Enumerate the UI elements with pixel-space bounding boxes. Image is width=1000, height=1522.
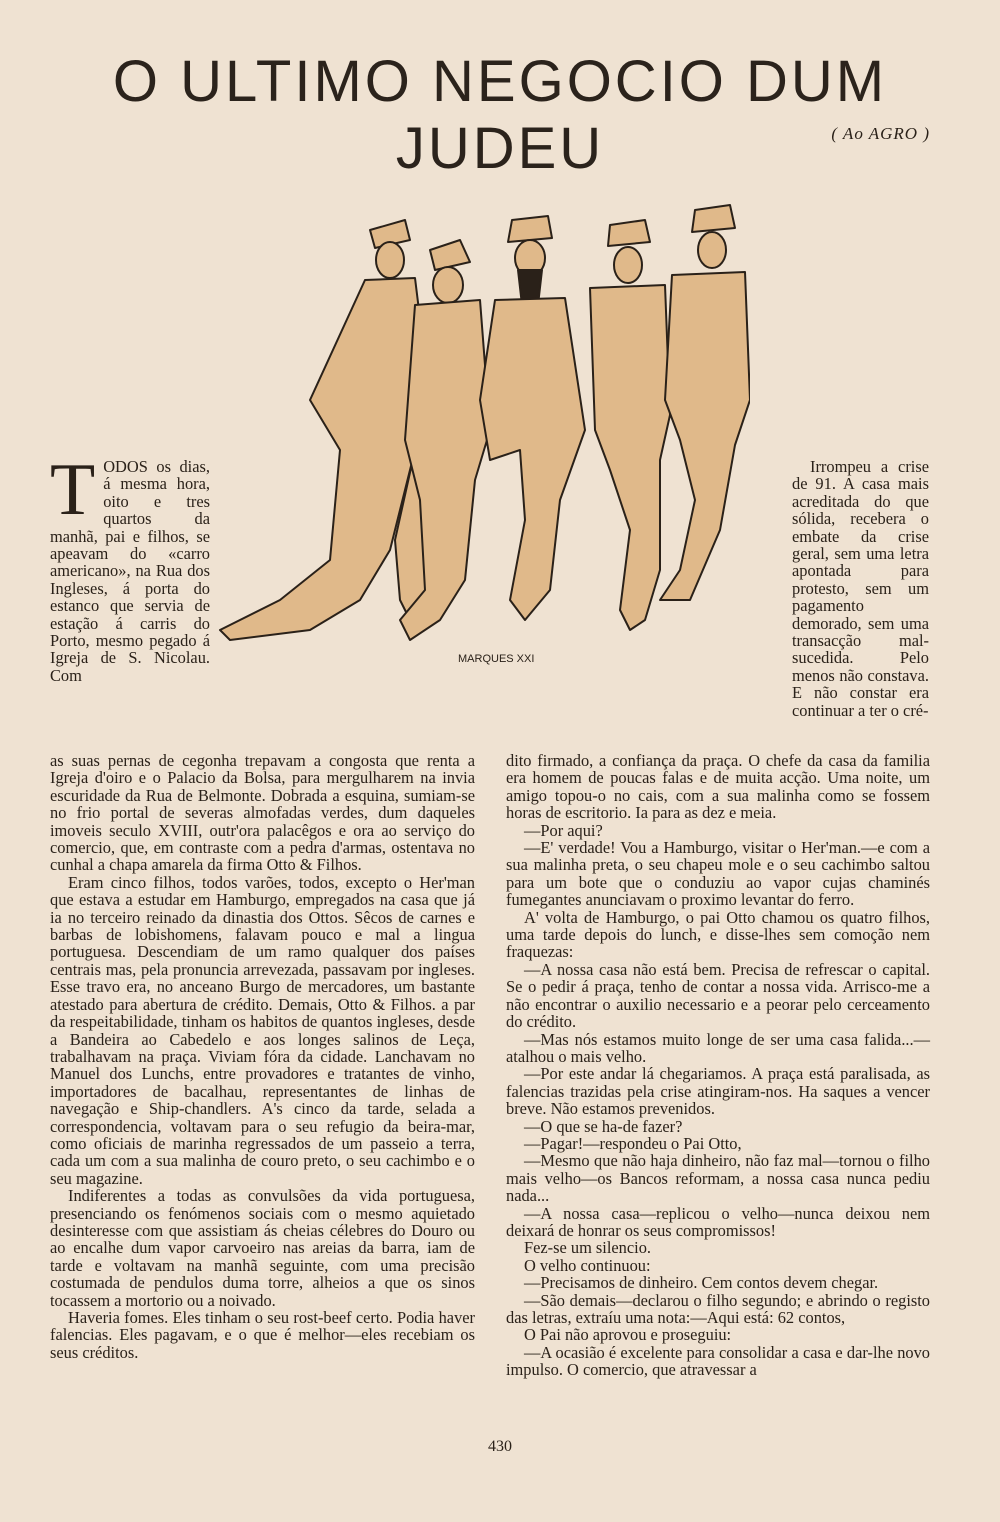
paragraph: —Precisamos de dinheiro. Cem contos devem chegar. xyxy=(524,1273,879,1293)
intro-left xyxy=(50,449,210,685)
paragraph: —Por este andar lá chegariamos. A praça está paralisada, as falencias trazidas pela crise atingiram-nos. Ha saques a vencer breve. Não estamos prevenidos. xyxy=(506,1064,930,1119)
illustration-five-men xyxy=(190,200,750,700)
paragraph: —Mas nós estamos muito longe de ser uma casa falida...—atalhou o mais velho. xyxy=(506,1029,930,1066)
paragraph: Eram cinco filhos, todos varões, todos, excepto o Her'man que estava a estudar em Hamburgo, empregados na casa que já ia no terceiro reinado da dinastia dos Ottos. Sêcos de carnes e barbas de lobishomens, falavam pouco e mal a lingua portuguesa. Descendiam de um ramo qualquer dos países centrais mas, pela pronuncia arrevezada, passavam por ingleses. Esse travo era, no anceano Burgo de mercadores, um bastante atestado para abertura de crédito. Demais, Otto & Filhos. a par da respeitabilidade, tinham os habitos de quantos ingleses, desde a Bandeira ao Cabedelo e aos longes salinos de Leça, trabalhavam na praça. Viviam fóra da cidade. Lanchavam no Manuel dos Lunchs, entre provadores e tratantes de vinho, importadores de bacalhau, representantes de linhas de navegação e Ship-chandlers. A's cinco da tarde, selada a correspondencia, voltavam para o seu refugio da beira-mar, como oficiais de marinha regressados de um passeio a terra, cada um com a sua malinha de couro preto, o seu cachimbo e o seu magazine. xyxy=(50,872,475,1188)
page-number: 430 xyxy=(488,1438,512,1455)
figure-man-1 xyxy=(220,220,430,640)
paragraph: A' volta de Hamburgo, o pai Otto chamou os quatro filhos, uma tarde depois do lunch, e disse-lhes sem comoção nem fraquezas: xyxy=(506,907,930,962)
drop-cap: T xyxy=(50,449,96,531)
paragraph: —São demais—declarou o filho segundo; e abrindo o registo das letras, extraíu uma nota:—Aqui está: 62 contos, xyxy=(506,1290,930,1327)
paragraph: —Por aqui? xyxy=(524,820,603,840)
paragraph: Indiferentes a todas as convulsões da vida portuguesa, presenciando os fenómenos sociais com o mesmo aquietado desinteresse com que assistiam ás cheias célebres do Douro ou ao encalhe dum vapor carvoeiro nas areias da barra, iam de tarde e voltavam na manhã seguinte, com uma precisão costumada de pendulos duma torre, alheios a que os sinos tocassem a mortorio ou a noivado. xyxy=(50,1186,475,1310)
article-title: O ULTIMO NEGOCIO DUM JUDEU xyxy=(112,49,888,181)
paragraph: —Pagar!—respondeu o Pai Otto, xyxy=(524,1133,742,1153)
paragraph: as suas pernas de cegonha trepavam a congosta que renta a Igreja d'oiro e o Palacio da Bolsa, para mergulharem na invia escuridade da Rua de Belmonte. Dobrada a esquina, sumiam-se no frio portal de severas almofadas verdes, dum daqueles imoveis seculo XVIII, outr'ora palacêgos e ora ao serviço do comercio, que, em contraste com a pedra d'armas, ostentava no cunhal a chapa amarela da firma Otto & Filhos. xyxy=(50,751,475,875)
paragraph: O velho continuou: xyxy=(524,1255,651,1275)
paragraph: —A nossa casa não está bem. Precisa de refrescar o capital. Se o pedir á praça, tenho de contar a nossa vida. Arrisco-me a não encontrar o auxilio necessario e a peorar pelo cerceamento do crédito. xyxy=(506,959,930,1032)
figure-man-3 xyxy=(480,216,585,620)
figure-man-4 xyxy=(590,220,670,630)
paragraph: —A ocasião é excelente para consolidar a casa e dar-lhe novo impulso. O comercio, que atravessar a xyxy=(506,1342,930,1380)
paragraph: Fez-se um silencio. xyxy=(524,1238,651,1258)
paragraph: dito firmado, a confiança da praça. O chefe da casa da familia era homem de poucas falas e de muita acção. Uma noite, um amigo topou-o no cais, com a sua malinha como se fossem horas de escritorio. Ia para as dez e meia. xyxy=(506,751,930,823)
dedication: ( Ao AGRO ) xyxy=(831,124,930,143)
figure-man-5 xyxy=(660,205,750,600)
intro-right xyxy=(792,458,929,719)
left-column xyxy=(50,752,475,1361)
paragraph: —A nossa casa—replicou o velho—nunca deixou nem deixará de honrar os seus compromissos! xyxy=(506,1203,930,1240)
paragraph: O Pai não aprovou e proseguiu: xyxy=(524,1325,732,1345)
illustration-signature: MARQUES XXI xyxy=(458,653,535,665)
intro-right-text: Irrompeu a crise de 91. A casa mais acreditada do que sólida, recebera o embate da crise geral, sem uma letra apontada para protesto, sem um pagamento demorado, sem uma transacção mal-sucedida. Pelo menos não constava. E não constar era continuar a ter o cré- xyxy=(792,457,929,720)
paragraph: —O que se ha-de fazer? xyxy=(524,1116,683,1136)
intro-left-text: ODOS os dias, á mesma hora, oito e tres quartos da manhã, pai e filhos, se apeavam do «carro americano», na Rua dos Ingleses, á porta do estanco que servia de estação á carris do Porto, mesmo pegado á Igreja de S. Nicolau. Com xyxy=(50,457,210,685)
right-column xyxy=(506,752,930,1379)
paragraph: —E' verdade! Vou a Hamburgo, visitar o Her'man.—e com a sua malinha preta, o seu chapeu mole e o seu cachimbo saltou para um bote que o conduziu ao vapor cujas chaminés fumegantes anunciavam o proximo levantar do ferro. xyxy=(506,838,930,910)
paragraph: Haveria fomes. Eles tinham o seu rost-beef certo. Podia haver falencias. Eles pagavam, e o que é melhor—eles recebiam os seus créditos. xyxy=(50,1308,475,1362)
paragraph: —Mesmo que não haja dinheiro, não faz mal—tornou o filho mais velho—os Bancos reformam, a nossa casa nunca pediu nada... xyxy=(506,1151,930,1206)
